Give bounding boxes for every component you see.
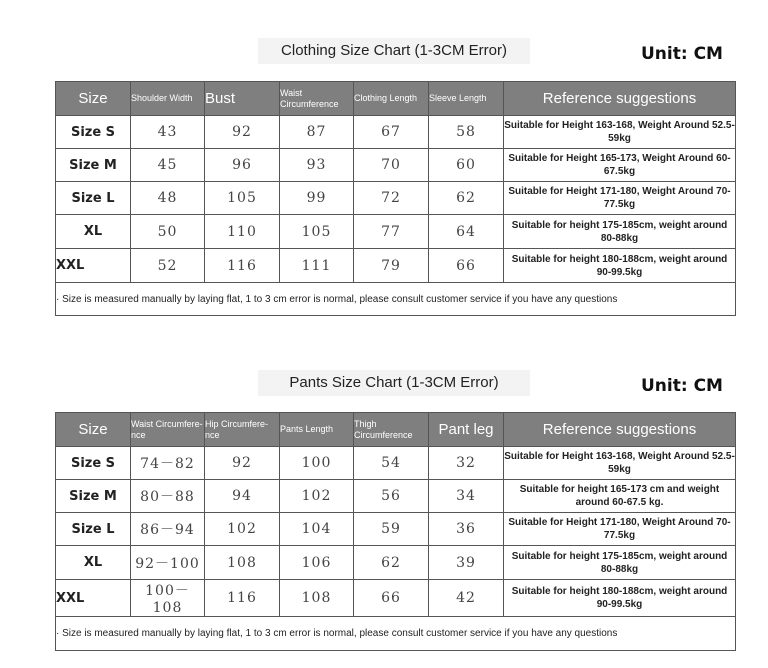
table-row [56,447,736,480]
clothing-unit-label: Unit: CM [641,44,723,64]
size-cell: XXL [56,580,131,617]
sleeve-cell: 64 [429,215,504,249]
bust-cell: 116 [205,249,280,283]
reference-cell: Suitable for height 180-188cm, weight around 90-99.5kg [504,580,736,617]
thigh-cell: 59 [354,513,429,546]
header-waist-circumference: Waist Circumfere-nce [131,413,205,447]
table-row [56,580,736,617]
size-cell: XL [56,215,131,249]
header-reference: Reference suggestions [504,82,736,116]
bust-cell: 92 [205,116,280,149]
shoulder-cell: 45 [131,149,205,182]
sleeve-cell: 62 [429,182,504,215]
table-header-row [56,82,736,116]
waist-cell: 111 [280,249,354,283]
length-cell: 79 [354,249,429,283]
note-row [56,617,736,651]
waist-cell: 99 [280,182,354,215]
sleeve-cell: 66 [429,249,504,283]
reference-cell: Suitable for height 180-188cm, weight around 90-99.5kg [504,249,736,283]
reference-cell: Suitable for height 175-185cm, weight around 80-88kg [504,546,736,580]
waist-cell: 100－108 [131,580,205,617]
hip-cell: 102 [205,513,280,546]
length-cell: 104 [280,513,354,546]
reference-cell: Suitable for Height 171-180, Weight Around 70-77.5kg [504,513,736,546]
table-row [56,215,736,249]
header-hip-circumference: Hip Circumfere-nce [205,413,280,447]
thigh-cell: 56 [354,480,429,513]
table-row [56,480,736,513]
pants-unit-label: Unit: CM [641,376,723,396]
table-row [56,149,736,182]
shoulder-cell: 43 [131,116,205,149]
waist-cell: 105 [280,215,354,249]
thigh-cell: 54 [354,447,429,480]
length-cell: 102 [280,480,354,513]
size-cell: Size S [56,447,131,480]
waist-cell: 93 [280,149,354,182]
thigh-cell: 66 [354,580,429,617]
hip-cell: 92 [205,447,280,480]
header-clothing-length: Clothing Length [354,82,429,116]
length-cell: 106 [280,546,354,580]
header-size: Size [56,413,131,447]
clothing-size-table [55,81,736,316]
length-cell: 108 [280,580,354,617]
header-size: Size [56,82,131,116]
pants-size-table [55,412,736,651]
length-cell: 72 [354,182,429,215]
size-cell: Size S [56,116,131,149]
reference-cell: Suitable for height 175-185cm, weight around 80-88kg [504,215,736,249]
reference-cell: Suitable for Height 163-168, Weight Around 52.5-59kg [504,116,736,149]
header-pant-leg: Pant leg [429,413,504,447]
sleeve-cell: 60 [429,149,504,182]
waist-cell: 87 [280,116,354,149]
bust-cell: 110 [205,215,280,249]
hip-cell: 108 [205,546,280,580]
leg-cell: 32 [429,447,504,480]
thigh-cell: 62 [354,546,429,580]
pants-chart-title: Pants Size Chart (1-3CM Error) [258,370,530,396]
header-reference: Reference suggestions [504,413,736,447]
size-cell: Size L [56,513,131,546]
header-bust: Bust [205,82,280,116]
shoulder-cell: 50 [131,215,205,249]
waist-cell: 86－94 [131,513,205,546]
header-thigh-circumference: Thigh Circumference [354,413,429,447]
size-cell: Size M [56,149,131,182]
hip-cell: 116 [205,580,280,617]
reference-cell: Suitable for Height 171-180, Weight Around 70-77.5kg [504,182,736,215]
reference-cell: Suitable for height 165-173 cm and weight around 60-67.5 kg. [504,480,736,513]
length-cell: 77 [354,215,429,249]
waist-cell: 74－82 [131,447,205,480]
length-cell: 100 [280,447,354,480]
shoulder-cell: 52 [131,249,205,283]
note-row [56,283,736,316]
size-cell: XL [56,546,131,580]
size-cell: Size M [56,480,131,513]
size-cell: Size L [56,182,131,215]
bust-cell: 105 [205,182,280,215]
length-cell: 70 [354,149,429,182]
header-shoulder-width: Shoulder Width [131,82,205,116]
shoulder-cell: 48 [131,182,205,215]
clothing-chart-title: Clothing Size Chart (1-3CM Error) [258,38,530,64]
header-waist-circumference: Waist Circumference [280,82,354,116]
table-row [56,546,736,580]
length-cell: 67 [354,116,429,149]
leg-cell: 34 [429,480,504,513]
header-sleeve-length: Sleeve Length [429,82,504,116]
table-row [56,249,736,283]
waist-cell: 80－88 [131,480,205,513]
hip-cell: 94 [205,480,280,513]
sleeve-cell: 58 [429,116,504,149]
measurement-note: · Size is measured manually by laying flat, 1 to 3 cm error is normal, please consult customer service if you have any questions [56,617,736,651]
leg-cell: 39 [429,546,504,580]
reference-cell: Suitable for Height 165-173, Weight Around 60-67.5kg [504,149,736,182]
header-pants-length: Pants Length [280,413,354,447]
table-header-row [56,413,736,447]
waist-cell: 92－100 [131,546,205,580]
table-row [56,182,736,215]
reference-cell: Suitable for Height 163-168, Weight Around 52.5-59kg [504,447,736,480]
measurement-note: · Size is measured manually by laying flat, 1 to 3 cm error is normal, please consult customer service if you have any questions [56,283,736,316]
table-row [56,116,736,149]
leg-cell: 36 [429,513,504,546]
leg-cell: 42 [429,580,504,617]
bust-cell: 96 [205,149,280,182]
table-row [56,513,736,546]
size-cell: XXL [56,249,131,283]
